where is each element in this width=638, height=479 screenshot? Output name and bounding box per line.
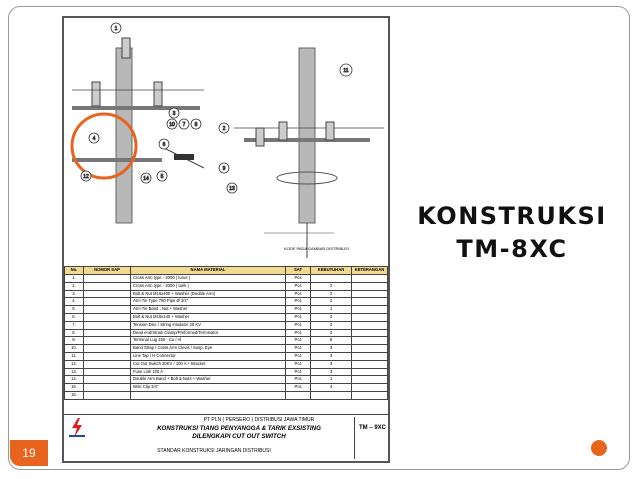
organization-name: PT PLN ( PERSERO ) DISTRIBUSI JAWA TIMUR xyxy=(203,417,315,423)
table-row xyxy=(65,306,388,314)
table-cell: 2 xyxy=(311,290,352,298)
table-cell: 6 xyxy=(311,337,352,345)
table-cell: 8. xyxy=(65,329,84,337)
table-row xyxy=(65,321,388,329)
table-row xyxy=(65,376,388,384)
table-cell: Bolt & Nut M16x140 + Washer xyxy=(131,313,286,321)
table-row xyxy=(65,337,388,345)
svg-text:14: 14 xyxy=(143,176,149,182)
table-cell: Double Arm Band + Bolt & Nuts + Washer xyxy=(131,376,286,384)
table-cell: Pcs xyxy=(286,313,311,321)
table-cell xyxy=(84,290,131,298)
table-cell: Wire Clip 3/4" xyxy=(131,384,286,392)
right-pole xyxy=(299,48,315,223)
svg-text:11: 11 xyxy=(343,68,349,74)
table-cell xyxy=(84,306,131,314)
table-cell: 11. xyxy=(65,352,84,360)
left-crossarm xyxy=(72,106,200,110)
table-cell: Pcs xyxy=(286,282,311,290)
table-cell xyxy=(352,290,388,298)
table-cell xyxy=(311,275,352,283)
table-cell: 7. xyxy=(65,321,84,329)
table-cell: 3 xyxy=(311,345,352,353)
callout-10 xyxy=(167,119,177,129)
slide-number: 19 xyxy=(10,440,48,466)
table-cell xyxy=(352,298,388,306)
callout-3 xyxy=(169,108,179,118)
svg-text:7: 7 xyxy=(182,122,186,128)
accent-dot-icon xyxy=(591,440,607,456)
callout-7 xyxy=(179,119,189,129)
table-cell: Dead end/Strain Clamp/Preformed/Terminator xyxy=(131,329,286,337)
table-cell xyxy=(84,337,131,345)
table-cell xyxy=(84,384,131,392)
col-no: No. xyxy=(65,267,84,275)
table-cell: Pcs xyxy=(286,352,311,360)
table-row xyxy=(65,360,388,368)
table-cell: Pcs xyxy=(286,306,311,314)
table-cell xyxy=(84,352,131,360)
table-cell xyxy=(84,313,131,321)
callout-12 xyxy=(81,171,91,181)
table-cell: 1 xyxy=(311,306,352,314)
table-cell: Bolt & Nut M16x400 + Washer (Double Arm) xyxy=(131,290,286,298)
table-cell: 10. xyxy=(65,345,84,353)
callout-2 xyxy=(219,123,229,133)
table-cell xyxy=(352,376,388,384)
callout-1 xyxy=(111,23,121,33)
table-row xyxy=(65,290,388,298)
table-cell: 16. xyxy=(65,391,84,399)
title-block xyxy=(64,414,388,461)
svg-text:1: 1 xyxy=(114,26,118,32)
table-cell: 4. xyxy=(65,298,84,306)
material-table xyxy=(64,266,388,400)
table-cell: Cut Out Switch 20KV / 100 A + Bracket xyxy=(131,360,286,368)
table-cell: 1. xyxy=(65,275,84,283)
table-cell: Pcs xyxy=(286,345,311,353)
table-cell xyxy=(352,368,388,376)
table-cell xyxy=(84,275,131,283)
table-cell xyxy=(352,360,388,368)
callout-5 xyxy=(157,171,167,181)
table-cell: Fuse Link 100 A xyxy=(131,368,286,376)
table-cell xyxy=(84,282,131,290)
table-cell: Tension Disc / String Insulator 20 KV xyxy=(131,321,286,329)
table-cell: Pcs xyxy=(286,384,311,392)
callout-4 xyxy=(89,133,99,143)
callout-8 xyxy=(191,119,201,129)
table-cell xyxy=(84,345,131,353)
table-cell: 3 xyxy=(311,321,352,329)
slide-title-line1: KONSTRUKSI xyxy=(417,202,607,230)
table-cell: Cross Arm type - 2000 ( tarik ) xyxy=(131,282,286,290)
table-cell: Pcs xyxy=(286,329,311,337)
table-row xyxy=(65,345,388,353)
callout-13 xyxy=(227,183,237,193)
table-cell xyxy=(311,391,352,399)
col-sap: NOMOR SAP xyxy=(84,267,131,275)
table-cell: 3 xyxy=(311,360,352,368)
table-cell: 2 xyxy=(311,282,352,290)
table-cell xyxy=(352,337,388,345)
standard-label: STANDAR KONSTRUKSI JARINGAN DISTRIBUSI xyxy=(157,448,271,454)
table-cell xyxy=(352,306,388,314)
table-cell xyxy=(84,298,131,306)
table-row xyxy=(65,282,388,290)
col-unit: SAT xyxy=(286,267,311,275)
table-cell: Cross Arm type - 2000 ( lurus ) xyxy=(131,275,286,283)
svg-text:13: 13 xyxy=(229,186,235,192)
col-qty: KEBUTUHAN xyxy=(311,267,352,275)
svg-text:2: 2 xyxy=(222,126,226,132)
table-cell xyxy=(352,391,388,399)
table-cell: 5. xyxy=(65,306,84,314)
table-cell xyxy=(84,368,131,376)
pln-logo-icon xyxy=(68,417,86,439)
table-cell: Pcs xyxy=(286,290,311,298)
table-cell xyxy=(84,376,131,384)
table-cell: 2 xyxy=(311,298,352,306)
table-cell xyxy=(352,345,388,353)
slide-title-line2: TM-8XC xyxy=(456,235,568,263)
svg-text:3: 3 xyxy=(172,111,176,117)
table-cell xyxy=(84,321,131,329)
table-cell xyxy=(352,275,388,283)
table-cell xyxy=(352,352,388,360)
table-cell: 3 xyxy=(311,313,352,321)
table-cell: Pcs xyxy=(286,321,311,329)
table-cell: Pcs xyxy=(286,298,311,306)
table-cell: 13. xyxy=(65,368,84,376)
slide-title xyxy=(392,200,632,266)
table-cell: 2. xyxy=(65,282,84,290)
table-cell: 3 xyxy=(311,329,352,337)
table-cell: 9. xyxy=(65,337,84,345)
table-row xyxy=(65,368,388,376)
svg-text:9: 9 xyxy=(222,166,226,172)
callout-11 xyxy=(340,64,352,76)
table-cell: 6. xyxy=(65,313,84,321)
table-row xyxy=(65,391,388,399)
col-material: NAMA MATERIAL xyxy=(131,267,286,275)
table-cell: 4 xyxy=(311,384,352,392)
table-header-row xyxy=(65,267,388,275)
table-cell: 1 xyxy=(311,376,352,384)
table-cell: 14. xyxy=(65,376,84,384)
table-cell: Pcs xyxy=(286,368,311,376)
table-cell xyxy=(352,329,388,337)
table-cell: 12. xyxy=(65,360,84,368)
table-cell: 3 xyxy=(311,352,352,360)
table-row xyxy=(65,313,388,321)
table-cell: Pcs xyxy=(286,376,311,384)
svg-text:10: 10 xyxy=(169,122,175,128)
table-cell: 3 xyxy=(311,368,352,376)
table-cell: 15. xyxy=(65,384,84,392)
table-row xyxy=(65,329,388,337)
col-notes: KETERANGAN xyxy=(352,267,388,275)
table-cell: Pcs xyxy=(286,337,311,345)
distribution-code-label: KODE PADA GAMBAR DISTRIBUSI xyxy=(284,246,349,251)
table-cell xyxy=(131,391,286,399)
table-cell xyxy=(352,313,388,321)
table-cell xyxy=(352,384,388,392)
pole-diagram xyxy=(64,18,388,268)
callout-6 xyxy=(159,139,169,149)
table-cell xyxy=(286,391,311,399)
svg-text:5: 5 xyxy=(160,174,164,180)
table-cell xyxy=(84,329,131,337)
table-cell: Line Tap / H Connector xyxy=(131,352,286,360)
table-cell: Terminal Lug 150 - Cu / Al xyxy=(131,337,286,345)
table-cell: Pcs xyxy=(286,275,311,283)
callout-14 xyxy=(141,173,151,183)
svg-text:12: 12 xyxy=(83,174,89,180)
table-cell xyxy=(352,321,388,329)
table-row xyxy=(65,384,388,392)
table-row xyxy=(65,275,388,283)
table-row xyxy=(65,352,388,360)
svg-text:4: 4 xyxy=(92,136,96,142)
table-cell: 3. xyxy=(65,290,84,298)
svg-text:6: 6 xyxy=(162,142,166,148)
drawing-title-1: KONSTRUKSI TIANG PENYANGGA & TARIK EXSISTING xyxy=(157,425,321,432)
title-block-divider xyxy=(354,417,355,459)
table-cell: Arm Tie Band , Nut + Washer xyxy=(131,306,286,314)
left-pole xyxy=(116,48,132,223)
svg-text:8: 8 xyxy=(194,122,198,128)
callout-9 xyxy=(219,163,229,173)
drawing-code: TM – 9XC xyxy=(358,425,386,431)
table-cell xyxy=(84,360,131,368)
table-row xyxy=(65,298,388,306)
table-cell: Band Strap / Cross Arm Clevis / Susp. Eye xyxy=(131,345,286,353)
drawing-title-2: DILENGKAPI CUT OUT SWITCH xyxy=(192,433,286,440)
table-cell xyxy=(352,282,388,290)
table-cell xyxy=(84,391,131,399)
table-cell: Arm Tie Type 750 Pipe Ø 3/4" xyxy=(131,298,286,306)
table-cell: Pcs xyxy=(286,360,311,368)
